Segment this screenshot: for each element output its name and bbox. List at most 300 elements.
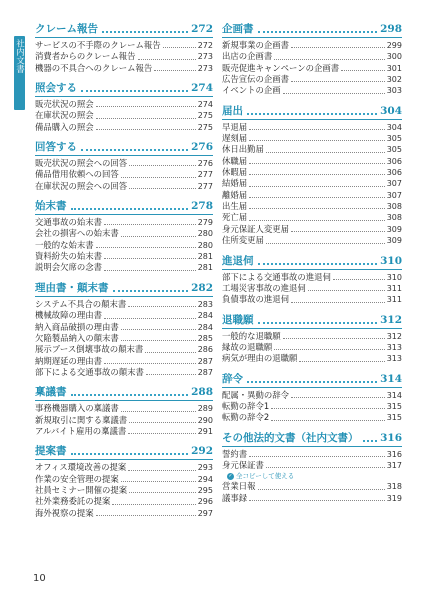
toc-item[interactable]	[222, 235, 402, 246]
toc-item[interactable]	[35, 474, 213, 485]
item-label: 出店の企画書	[222, 51, 273, 62]
item-page: 273	[197, 63, 213, 73]
leader-dots	[121, 329, 196, 330]
section-heading[interactable]	[222, 372, 402, 386]
leader-dots	[129, 165, 196, 166]
toc-item[interactable]	[35, 122, 213, 133]
item-label: 事務機器購入の稟議書	[35, 403, 119, 414]
section-heading[interactable]	[222, 22, 402, 36]
item-label: オフィス環境改善の提案	[35, 462, 127, 473]
leader-dots	[249, 186, 385, 187]
item-label: 結婚届	[222, 178, 248, 189]
item-page: 287	[197, 356, 213, 366]
leader-dots	[71, 208, 189, 210]
item-label: 納入商品破損の理由書	[35, 321, 119, 332]
item-page: 306	[386, 156, 402, 166]
section-page: 292	[191, 445, 213, 458]
item-label: 遅刻届	[222, 133, 248, 144]
toc-item[interactable]	[35, 415, 213, 426]
section-heading[interactable]	[35, 281, 213, 295]
item-page: 316	[386, 449, 402, 459]
section-title: 理由書・顛末書	[35, 281, 109, 294]
section-rule	[222, 328, 402, 329]
toc-item[interactable]	[35, 322, 213, 333]
toc-item[interactable]	[35, 217, 213, 228]
leader-dots	[71, 394, 189, 396]
leader-dots	[266, 467, 385, 468]
toc-item[interactable]	[35, 356, 213, 367]
toc-item[interactable]	[222, 178, 402, 189]
item-label: 販売促進キャンペーンの企画書	[222, 62, 340, 73]
toc-item[interactable]	[35, 51, 213, 62]
toc-item[interactable]	[35, 262, 213, 273]
leader-dots	[128, 306, 195, 307]
item-label: 休職届	[222, 155, 248, 166]
toc-item[interactable]	[222, 63, 402, 74]
leader-dots	[283, 93, 385, 94]
leader-dots	[121, 411, 196, 412]
toc-item[interactable]	[35, 310, 213, 321]
item-page: 317	[386, 460, 402, 470]
leader-dots	[333, 279, 385, 280]
toc-item[interactable]	[35, 299, 213, 310]
toc-item[interactable]	[35, 181, 213, 192]
leader-dots	[129, 492, 196, 493]
toc-item[interactable]	[222, 401, 402, 412]
item-label: 身元保証人変更届	[222, 223, 289, 234]
section-page: 276	[191, 141, 213, 154]
toc-item[interactable]	[222, 40, 402, 51]
item-page: 301	[386, 63, 402, 73]
section-title: その他法的文書（社内文書）	[222, 431, 359, 444]
item-label: 部下による交通事故の進退伺	[222, 271, 331, 282]
leader-dots	[96, 106, 196, 107]
item-page: 272	[197, 41, 213, 50]
section-heading[interactable]	[222, 104, 402, 118]
leader-dots	[249, 456, 385, 457]
leader-dots	[271, 420, 385, 421]
toc-item[interactable]	[222, 212, 402, 223]
toc-item[interactable]	[35, 344, 213, 355]
section-title: 進退伺	[222, 254, 254, 267]
toc-item[interactable]	[35, 367, 213, 378]
item-page: 297	[197, 508, 213, 518]
toc-section	[35, 140, 213, 192]
item-label: 海外視察の提案	[35, 507, 94, 518]
leader-dots	[121, 177, 196, 178]
item-page: 309	[386, 224, 402, 234]
item-page: 293	[197, 463, 213, 473]
leader-dots	[128, 433, 196, 434]
item-label: 離婚届	[222, 189, 248, 200]
item-page: 319	[386, 493, 402, 503]
leader-dots	[128, 470, 196, 471]
leader-dots	[121, 481, 196, 482]
toc-item[interactable]	[222, 342, 402, 353]
item-page: 304	[386, 122, 402, 132]
item-page: 307	[386, 179, 402, 189]
toc-item[interactable]	[35, 240, 213, 251]
item-label: 新規取引に関する稟議書	[35, 414, 128, 425]
leader-dots	[96, 118, 196, 119]
item-page: 273	[197, 52, 213, 62]
item-label: 転勤の辞令2	[222, 412, 270, 423]
section-title: 辞令	[222, 372, 243, 385]
toc-item[interactable]	[35, 333, 213, 344]
item-page: 308	[386, 213, 402, 223]
leader-dots	[249, 208, 385, 209]
item-page: 300	[386, 52, 402, 62]
toc-item[interactable]	[222, 122, 402, 133]
item-page: 309	[386, 236, 402, 246]
section-rule	[222, 269, 402, 270]
section-page: 272	[191, 23, 213, 35]
section-title: 回答する	[35, 141, 77, 154]
item-page: 299	[386, 41, 402, 50]
leader-dots	[104, 224, 196, 225]
item-label: 販売状況の照会	[35, 99, 94, 110]
section-rule	[222, 37, 402, 38]
item-label: 作業の安全管理の提案	[35, 473, 119, 484]
item-label: 負債事故の進退伺	[222, 294, 289, 305]
item-label: 早退届	[222, 121, 248, 132]
leader-dots	[154, 70, 195, 71]
toc-section	[35, 22, 213, 74]
toc-section	[35, 199, 213, 274]
item-label: 販売状況の照会への回答	[35, 158, 128, 169]
item-label: 縁故の退職願	[222, 341, 273, 352]
item-label: アルバイト雇用の稟議書	[35, 425, 127, 436]
toc-item[interactable]	[222, 224, 402, 235]
toc-item[interactable]	[222, 283, 402, 294]
leader-dots	[138, 59, 196, 60]
item-label: 消費者からのクレーム報告	[35, 51, 136, 62]
toc-item[interactable]	[35, 99, 213, 110]
item-label: 配属・異動の辞令	[222, 389, 289, 400]
toc-section	[35, 385, 213, 437]
toc-item[interactable]	[222, 156, 402, 167]
leader-dots	[247, 381, 377, 383]
leader-dots	[341, 70, 385, 71]
leader-dots	[274, 59, 384, 60]
right-column	[222, 20, 402, 511]
section-rule	[35, 296, 213, 297]
section-page: 316	[380, 431, 402, 444]
item-page: 313	[386, 342, 402, 352]
item-label: 在庫状況の照会	[35, 110, 94, 121]
leader-dots	[271, 408, 385, 409]
section-rule	[222, 119, 402, 120]
leader-dots	[249, 174, 385, 175]
section-title: 照会する	[35, 82, 77, 95]
leader-dots	[113, 290, 189, 292]
leader-dots	[291, 81, 385, 82]
item-page: 315	[386, 401, 402, 411]
leader-dots	[121, 236, 196, 237]
item-page: 276	[197, 159, 213, 169]
section-heading[interactable]	[222, 431, 402, 445]
item-page: 311	[386, 283, 402, 293]
leader-dots	[81, 149, 188, 151]
toc-item[interactable]	[222, 390, 402, 401]
leader-dots	[102, 31, 188, 33]
leader-dots	[266, 243, 385, 244]
toc-item[interactable]	[222, 353, 402, 364]
leader-dots	[258, 263, 378, 265]
leader-dots	[249, 129, 385, 130]
item-page: 291	[197, 426, 213, 436]
toc-section	[222, 104, 402, 247]
leader-dots	[274, 349, 384, 350]
item-page: 311	[386, 295, 402, 305]
item-page: 305	[386, 134, 402, 144]
section-page: 314	[380, 372, 402, 385]
item-label: サービスの不手際のクレーム報告	[35, 40, 161, 50]
section-heading[interactable]	[35, 199, 213, 213]
section-rule	[35, 400, 213, 401]
section-title: 退職願	[222, 313, 254, 326]
toc-section	[35, 281, 213, 378]
section-page: 310	[380, 254, 402, 267]
section-rule	[222, 387, 402, 388]
leader-dots	[163, 47, 196, 48]
item-page: 275	[197, 122, 213, 132]
item-page: 307	[386, 190, 402, 200]
item-label: 広告宣伝の企画書	[222, 74, 289, 85]
leader-dots	[145, 352, 196, 353]
toc-item[interactable]	[35, 40, 213, 51]
item-label: イベントの企画	[222, 85, 281, 96]
section-page: 278	[191, 200, 213, 213]
toc-section	[222, 22, 402, 97]
item-label: 資料紛失の始末書	[35, 251, 102, 262]
leader-dots	[266, 152, 385, 153]
item-label: 機器の不具合へのクレーム報告	[35, 62, 153, 73]
item-label: 一般的な退職願	[222, 330, 281, 341]
leader-dots	[129, 422, 196, 423]
leader-dots	[363, 440, 378, 442]
section-heading[interactable]	[222, 254, 402, 268]
leader-dots	[299, 361, 384, 362]
item-page: 296	[197, 497, 213, 507]
toc-item[interactable]	[222, 493, 402, 504]
item-label: 機械故障の理由書	[35, 310, 102, 321]
item-page: 281	[197, 252, 213, 262]
toc-item[interactable]	[222, 85, 402, 96]
leader-dots	[249, 197, 385, 198]
leader-dots	[249, 220, 385, 221]
section-title: クレーム報告	[35, 23, 98, 35]
toc-section	[222, 431, 402, 504]
toc-item[interactable]	[222, 481, 402, 492]
toc-item[interactable]	[222, 133, 402, 144]
item-label: 新規事業の企画書	[222, 40, 289, 50]
toc-item[interactable]	[222, 331, 402, 342]
leader-dots	[291, 231, 385, 232]
side-tab	[14, 36, 25, 110]
leader-dots	[146, 374, 196, 375]
section-heading[interactable]	[35, 81, 213, 95]
item-page: 289	[197, 404, 213, 414]
section-page: 288	[191, 386, 213, 399]
item-page: 302	[386, 75, 402, 85]
section-title: 提案書	[35, 445, 67, 458]
item-page: 315	[386, 413, 402, 423]
toc-section	[35, 81, 213, 133]
section-heading[interactable]	[222, 313, 402, 327]
item-label: 休暇届	[222, 167, 248, 178]
item-label: 住所変更届	[222, 235, 264, 246]
toc-item[interactable]	[35, 403, 213, 414]
item-page: 281	[197, 263, 213, 273]
item-label: 病気が理由の退職願	[222, 353, 298, 364]
leader-dots	[104, 270, 196, 271]
item-page: 274	[197, 100, 213, 110]
toc-section	[222, 372, 402, 424]
leader-dots	[71, 453, 189, 455]
toc-item[interactable]	[35, 508, 213, 519]
leader-dots	[258, 31, 378, 33]
toc-section	[35, 444, 213, 519]
item-page: 275	[197, 111, 213, 121]
item-page: 290	[197, 415, 213, 425]
toc-item[interactable]	[35, 228, 213, 239]
item-page: 287	[197, 367, 213, 377]
item-label: 欠陥製品納入の顛末書	[35, 332, 119, 343]
leader-dots	[258, 322, 378, 324]
item-page: 284	[197, 322, 213, 332]
toc-item[interactable]	[35, 426, 213, 437]
item-label: 社員セミナー開催の提案	[35, 484, 128, 495]
toc-item[interactable]	[222, 144, 402, 155]
item-label: 備品借用依頼への回答	[35, 169, 119, 180]
leader-dots	[104, 363, 196, 364]
section-rule	[35, 37, 213, 38]
item-page: 303	[386, 86, 402, 96]
item-page: 284	[197, 311, 213, 321]
section-page: 282	[191, 281, 213, 294]
item-label: 誓約書	[222, 448, 248, 459]
toc-item[interactable]	[35, 110, 213, 121]
item-label: 工場災害事故の進退伺	[222, 282, 306, 293]
item-page: 314	[386, 390, 402, 400]
item-page: 286	[197, 345, 213, 355]
item-label: 交通事故の始末書	[35, 217, 102, 228]
leader-dots	[104, 258, 196, 259]
leader-dots	[249, 163, 385, 164]
section-heading[interactable]	[35, 385, 213, 399]
leader-dots	[96, 247, 196, 248]
leader-dots	[112, 504, 195, 505]
section-title: 稟議書	[35, 386, 67, 399]
section-page: 304	[380, 104, 402, 117]
section-title: 届出	[222, 104, 243, 117]
toc-item[interactable]	[222, 74, 402, 85]
section-heading[interactable]	[35, 444, 213, 458]
item-page: 283	[197, 299, 213, 309]
toc-item[interactable]	[222, 460, 402, 471]
toc-item[interactable]	[35, 158, 213, 169]
toc-item[interactable]	[35, 169, 213, 180]
item-page: 279	[197, 218, 213, 228]
section-heading[interactable]	[35, 140, 213, 154]
leader-dots	[104, 318, 196, 319]
leader-dots	[129, 188, 196, 189]
item-page: 295	[197, 485, 213, 495]
toc-item[interactable]	[222, 294, 402, 305]
section-page: 274	[191, 82, 213, 95]
item-label: 出生届	[222, 201, 248, 212]
copy-icon: ✓	[228, 472, 233, 479]
leader-dots	[291, 397, 385, 398]
item-page: 280	[197, 229, 213, 239]
side-tab-label: 社内文書	[14, 39, 25, 73]
item-label: 会社の損害への始末書	[35, 228, 119, 239]
item-page: 277	[197, 181, 213, 191]
leader-dots	[308, 290, 385, 291]
item-label: 死亡届	[222, 212, 248, 223]
section-rule	[222, 446, 402, 447]
section-heading[interactable]	[35, 22, 213, 36]
toc-item[interactable]	[222, 190, 402, 201]
item-page: 313	[386, 354, 402, 364]
leader-dots	[96, 129, 196, 130]
toc-item[interactable]	[35, 462, 213, 473]
toc-section	[222, 313, 402, 365]
section-rule	[35, 459, 213, 460]
leader-dots	[291, 47, 385, 48]
item-page: 285	[197, 333, 213, 343]
leader-dots	[249, 500, 385, 501]
item-label: 議事録	[222, 492, 248, 503]
toc-section	[222, 254, 402, 306]
toc-item[interactable]	[35, 496, 213, 507]
toc-item[interactable]	[35, 63, 213, 74]
section-rule	[35, 96, 213, 97]
toc-item[interactable]	[222, 272, 402, 283]
toc-item[interactable]	[35, 251, 213, 262]
item-page: 277	[197, 170, 213, 180]
section-title: 始末書	[35, 200, 67, 213]
item-page: 294	[197, 474, 213, 484]
item-page: 308	[386, 202, 402, 212]
leader-dots	[121, 340, 196, 341]
leader-dots	[258, 489, 385, 490]
item-label: 納期遅延の理由書	[35, 355, 102, 366]
item-label: 身元保証書	[222, 459, 264, 470]
toc-item[interactable]	[222, 51, 402, 62]
item-label: 部下による交通事故の顛末書	[35, 366, 144, 377]
item-label: 営業日報	[222, 481, 256, 492]
item-label: 社外業務委託の提案	[35, 496, 111, 507]
toc-item[interactable]	[35, 485, 213, 496]
section-rule	[35, 155, 213, 156]
page-number: 10	[33, 573, 46, 584]
toc-item[interactable]	[222, 449, 402, 460]
toc-item[interactable]	[222, 167, 402, 178]
toc-item[interactable]	[222, 412, 402, 423]
item-label: 展示ブース倒壊事故の顛末書	[35, 344, 144, 355]
section-page: 312	[380, 313, 402, 326]
leader-dots	[247, 113, 377, 115]
item-label: システム不具合の顛末書	[35, 298, 127, 309]
leader-dots	[249, 140, 385, 141]
copy-note	[227, 471, 402, 481]
toc-item[interactable]	[222, 201, 402, 212]
item-page: 306	[386, 168, 402, 178]
leader-dots	[291, 302, 385, 303]
item-label: 転勤の辞令1	[222, 400, 270, 411]
